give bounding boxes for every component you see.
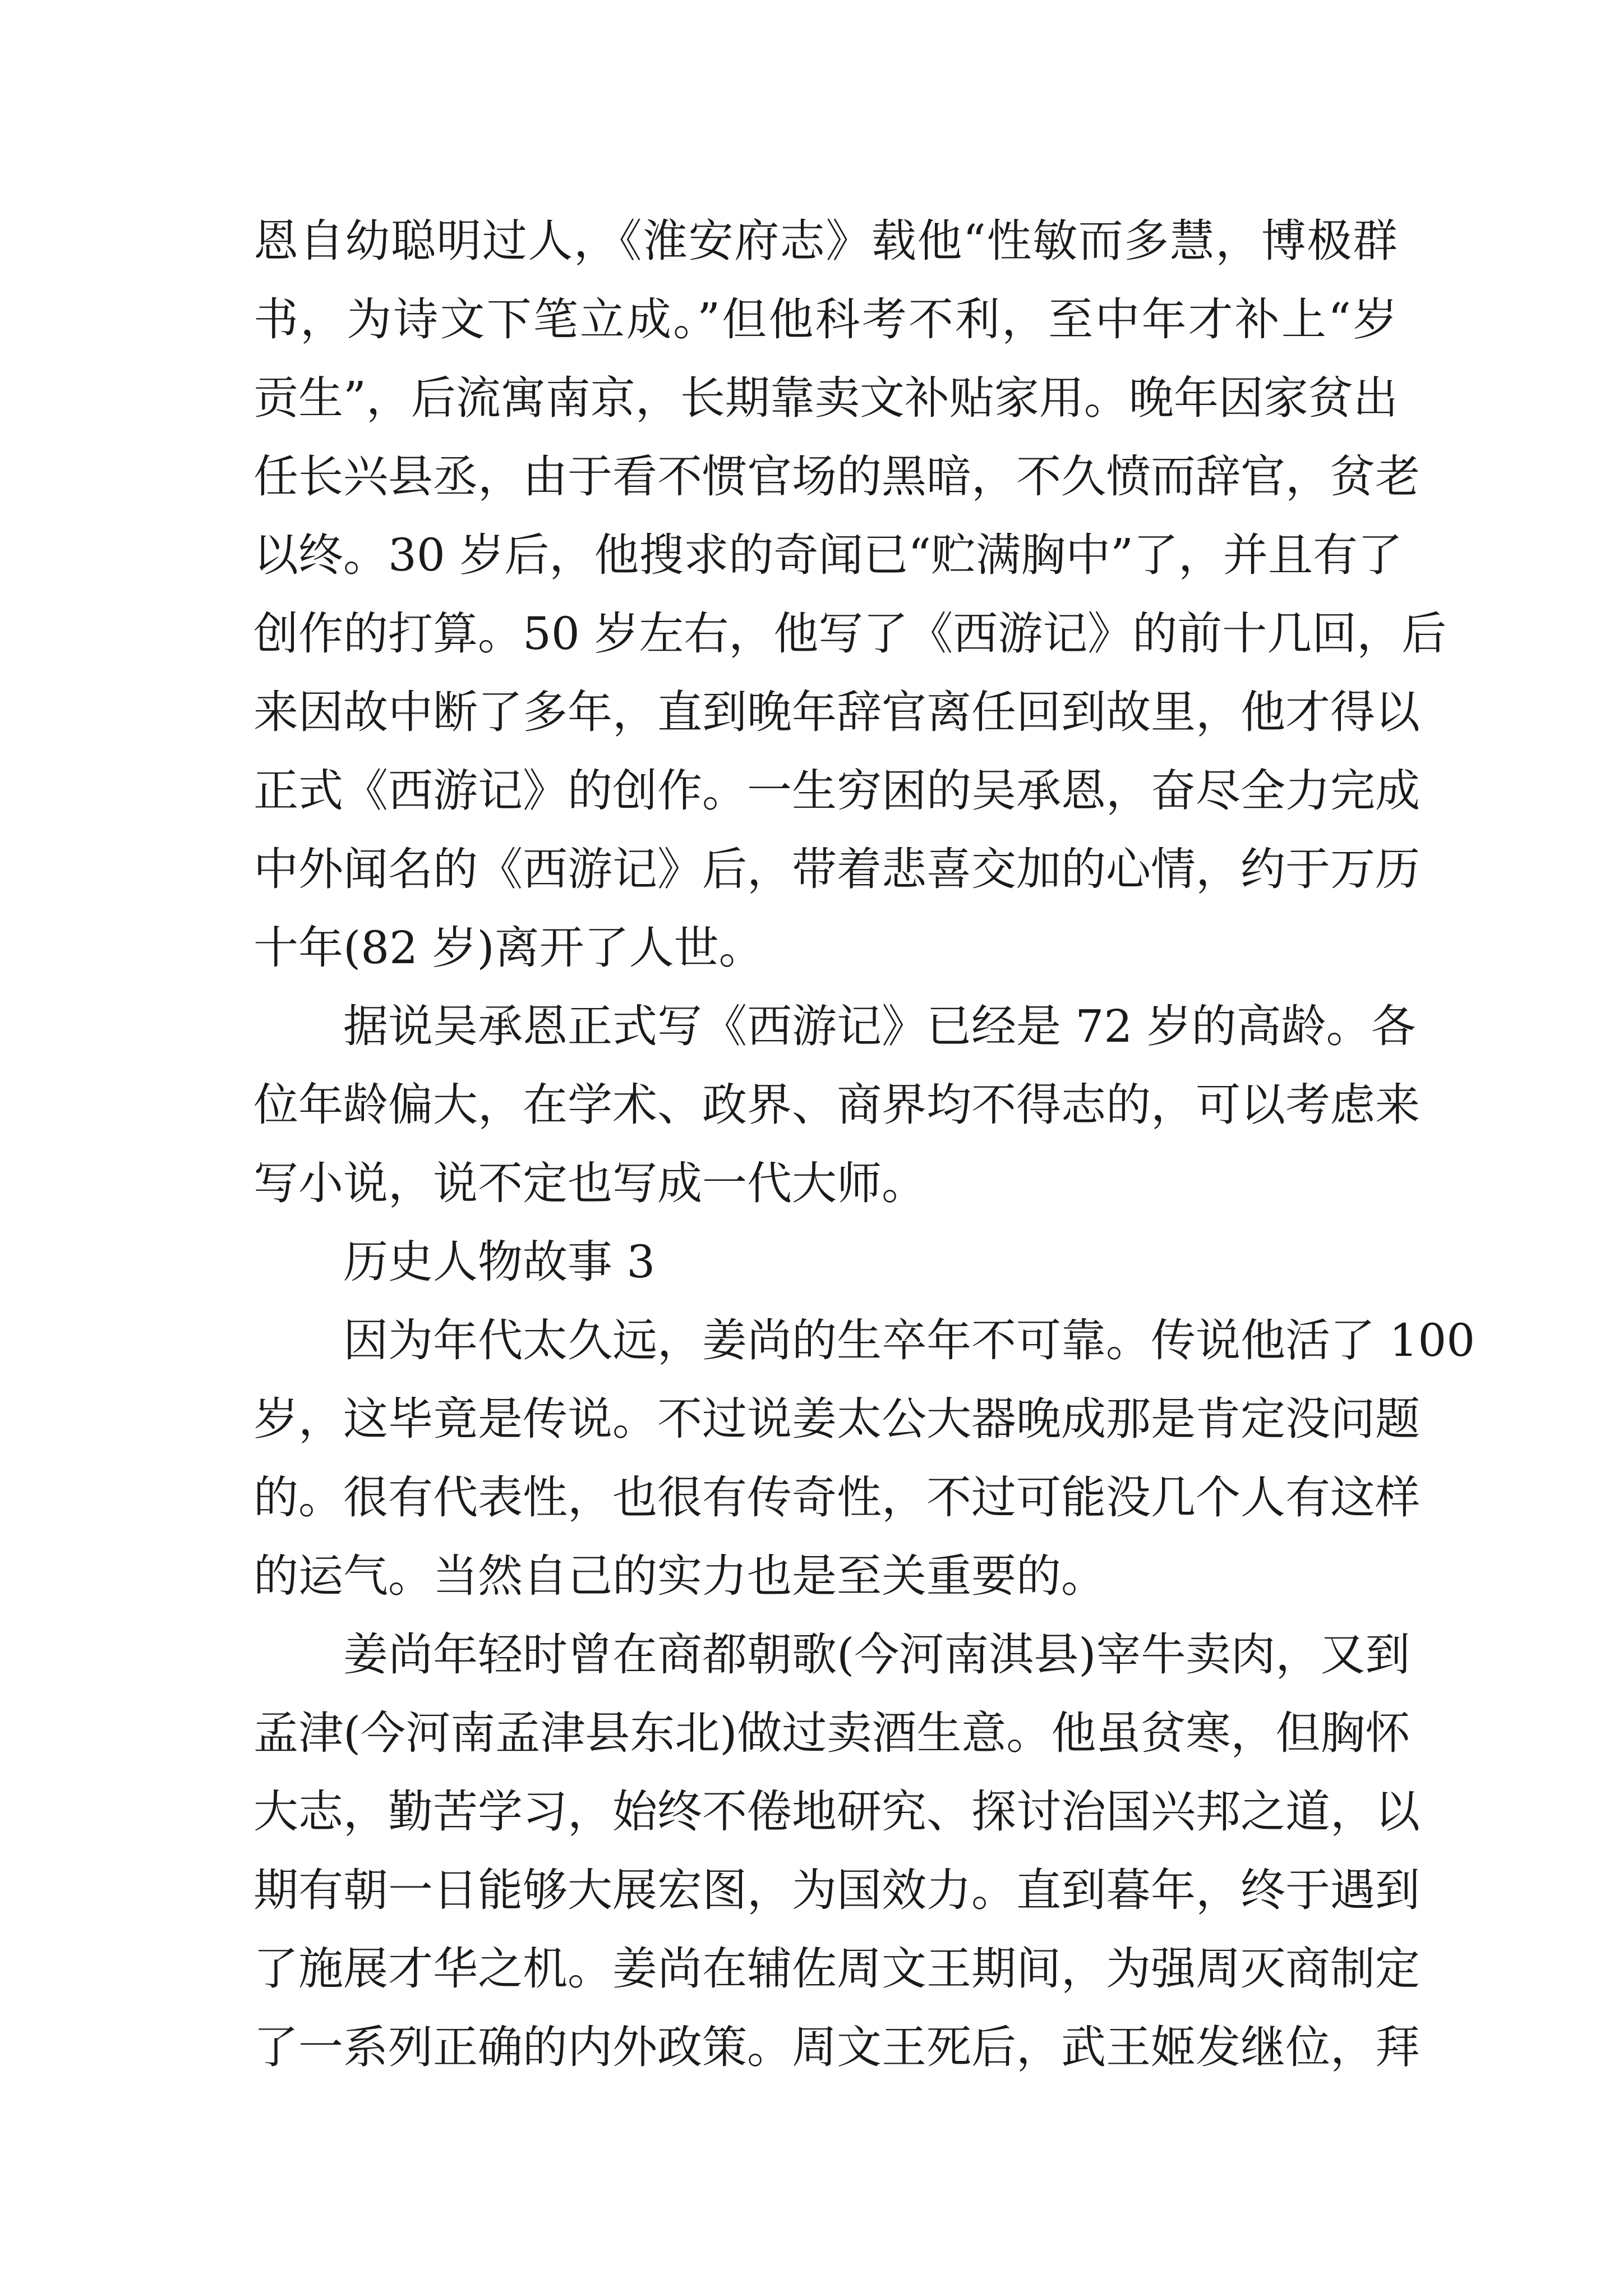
text-line: 恩自幼聪明过人，《淮安府志》载他“性敏而多慧，博极群 xyxy=(253,215,1398,267)
text-line: 来因故中断了多年，直到晚年辞官离任回到故里，他才得以 xyxy=(253,686,1420,738)
text-line: 因为年代太久远，姜尚的生卒年不可靠。传说他活了 100 xyxy=(343,1314,1476,1366)
text-line: 的。很有代表性，也很有传奇性，不过可能没几个人有这样 xyxy=(253,1471,1420,1524)
text-line: 了施展才华之机。姜尚在辅佐周文王期间，为强周灭商制定 xyxy=(253,1943,1420,1995)
text-line: 中外闻名的《西游记》后，带着悲喜交加的心情，约于万历 xyxy=(253,843,1420,895)
text-line: 任长兴县丞，由于看不惯官场的黑暗，不久愤而辞官，贫老 xyxy=(253,450,1420,503)
text-line: 的运气。当然自己的实力也是至关重要的。 xyxy=(253,1550,1106,1602)
text-line: 正式《西游记》的创作。一生穷困的吴承恩，奋尽全力完成 xyxy=(253,765,1420,817)
text-line: 孟津(今河南孟津县东北)做过卖酒生意。他虽贫寒，但胸怀 xyxy=(253,1707,1410,1759)
text-line: 贡生”，后流寓南京，长期靠卖文补贴家用。晚年因家贫出 xyxy=(253,372,1398,424)
section-heading: 历史人物故事 3 xyxy=(343,1236,656,1288)
text-line: 十年(82 岁)离开了人世。 xyxy=(253,922,764,974)
document-body xyxy=(253,202,1476,2087)
text-line: 期有朝一日能够大展宏图，为国效力。直到暮年，终于遇到 xyxy=(253,1864,1420,1916)
text-line: 了一系列正确的内外政策。周文王死后，武王姬发继位，拜 xyxy=(253,2021,1420,2073)
text-line: 创作的打算。50 岁左右，他写了《西游记》的前十几回，后 xyxy=(253,608,1447,660)
text-line: 写小说，说不定也写成一代大师。 xyxy=(253,1157,926,1209)
text-line: 书，为诗文下笔立成。”但他科考不利，至中年才补上“岁 xyxy=(253,293,1398,346)
text-line: 位年龄偏大，在学术、政界、商界均不得志的，可以考虑来 xyxy=(253,1079,1420,1131)
text-line: 岁，这毕竟是传说。不过说姜太公大器晚成那是肯定没问题 xyxy=(253,1393,1420,1445)
text-line: 大志，勤苦学习，始终不倦地研究、探讨治国兴邦之道，以 xyxy=(253,1786,1420,1838)
text-line: 据说吴承恩正式写《西游记》已经是 72 岁的高龄。各 xyxy=(343,1000,1416,1052)
text-line: 以终。30 岁后，他搜求的奇闻已“贮满胸中”了，并且有了 xyxy=(253,529,1403,581)
text-line: 姜尚年轻时曾在商都朝歌(今河南淇县)宰牛卖肉，又到 xyxy=(343,1628,1410,1681)
